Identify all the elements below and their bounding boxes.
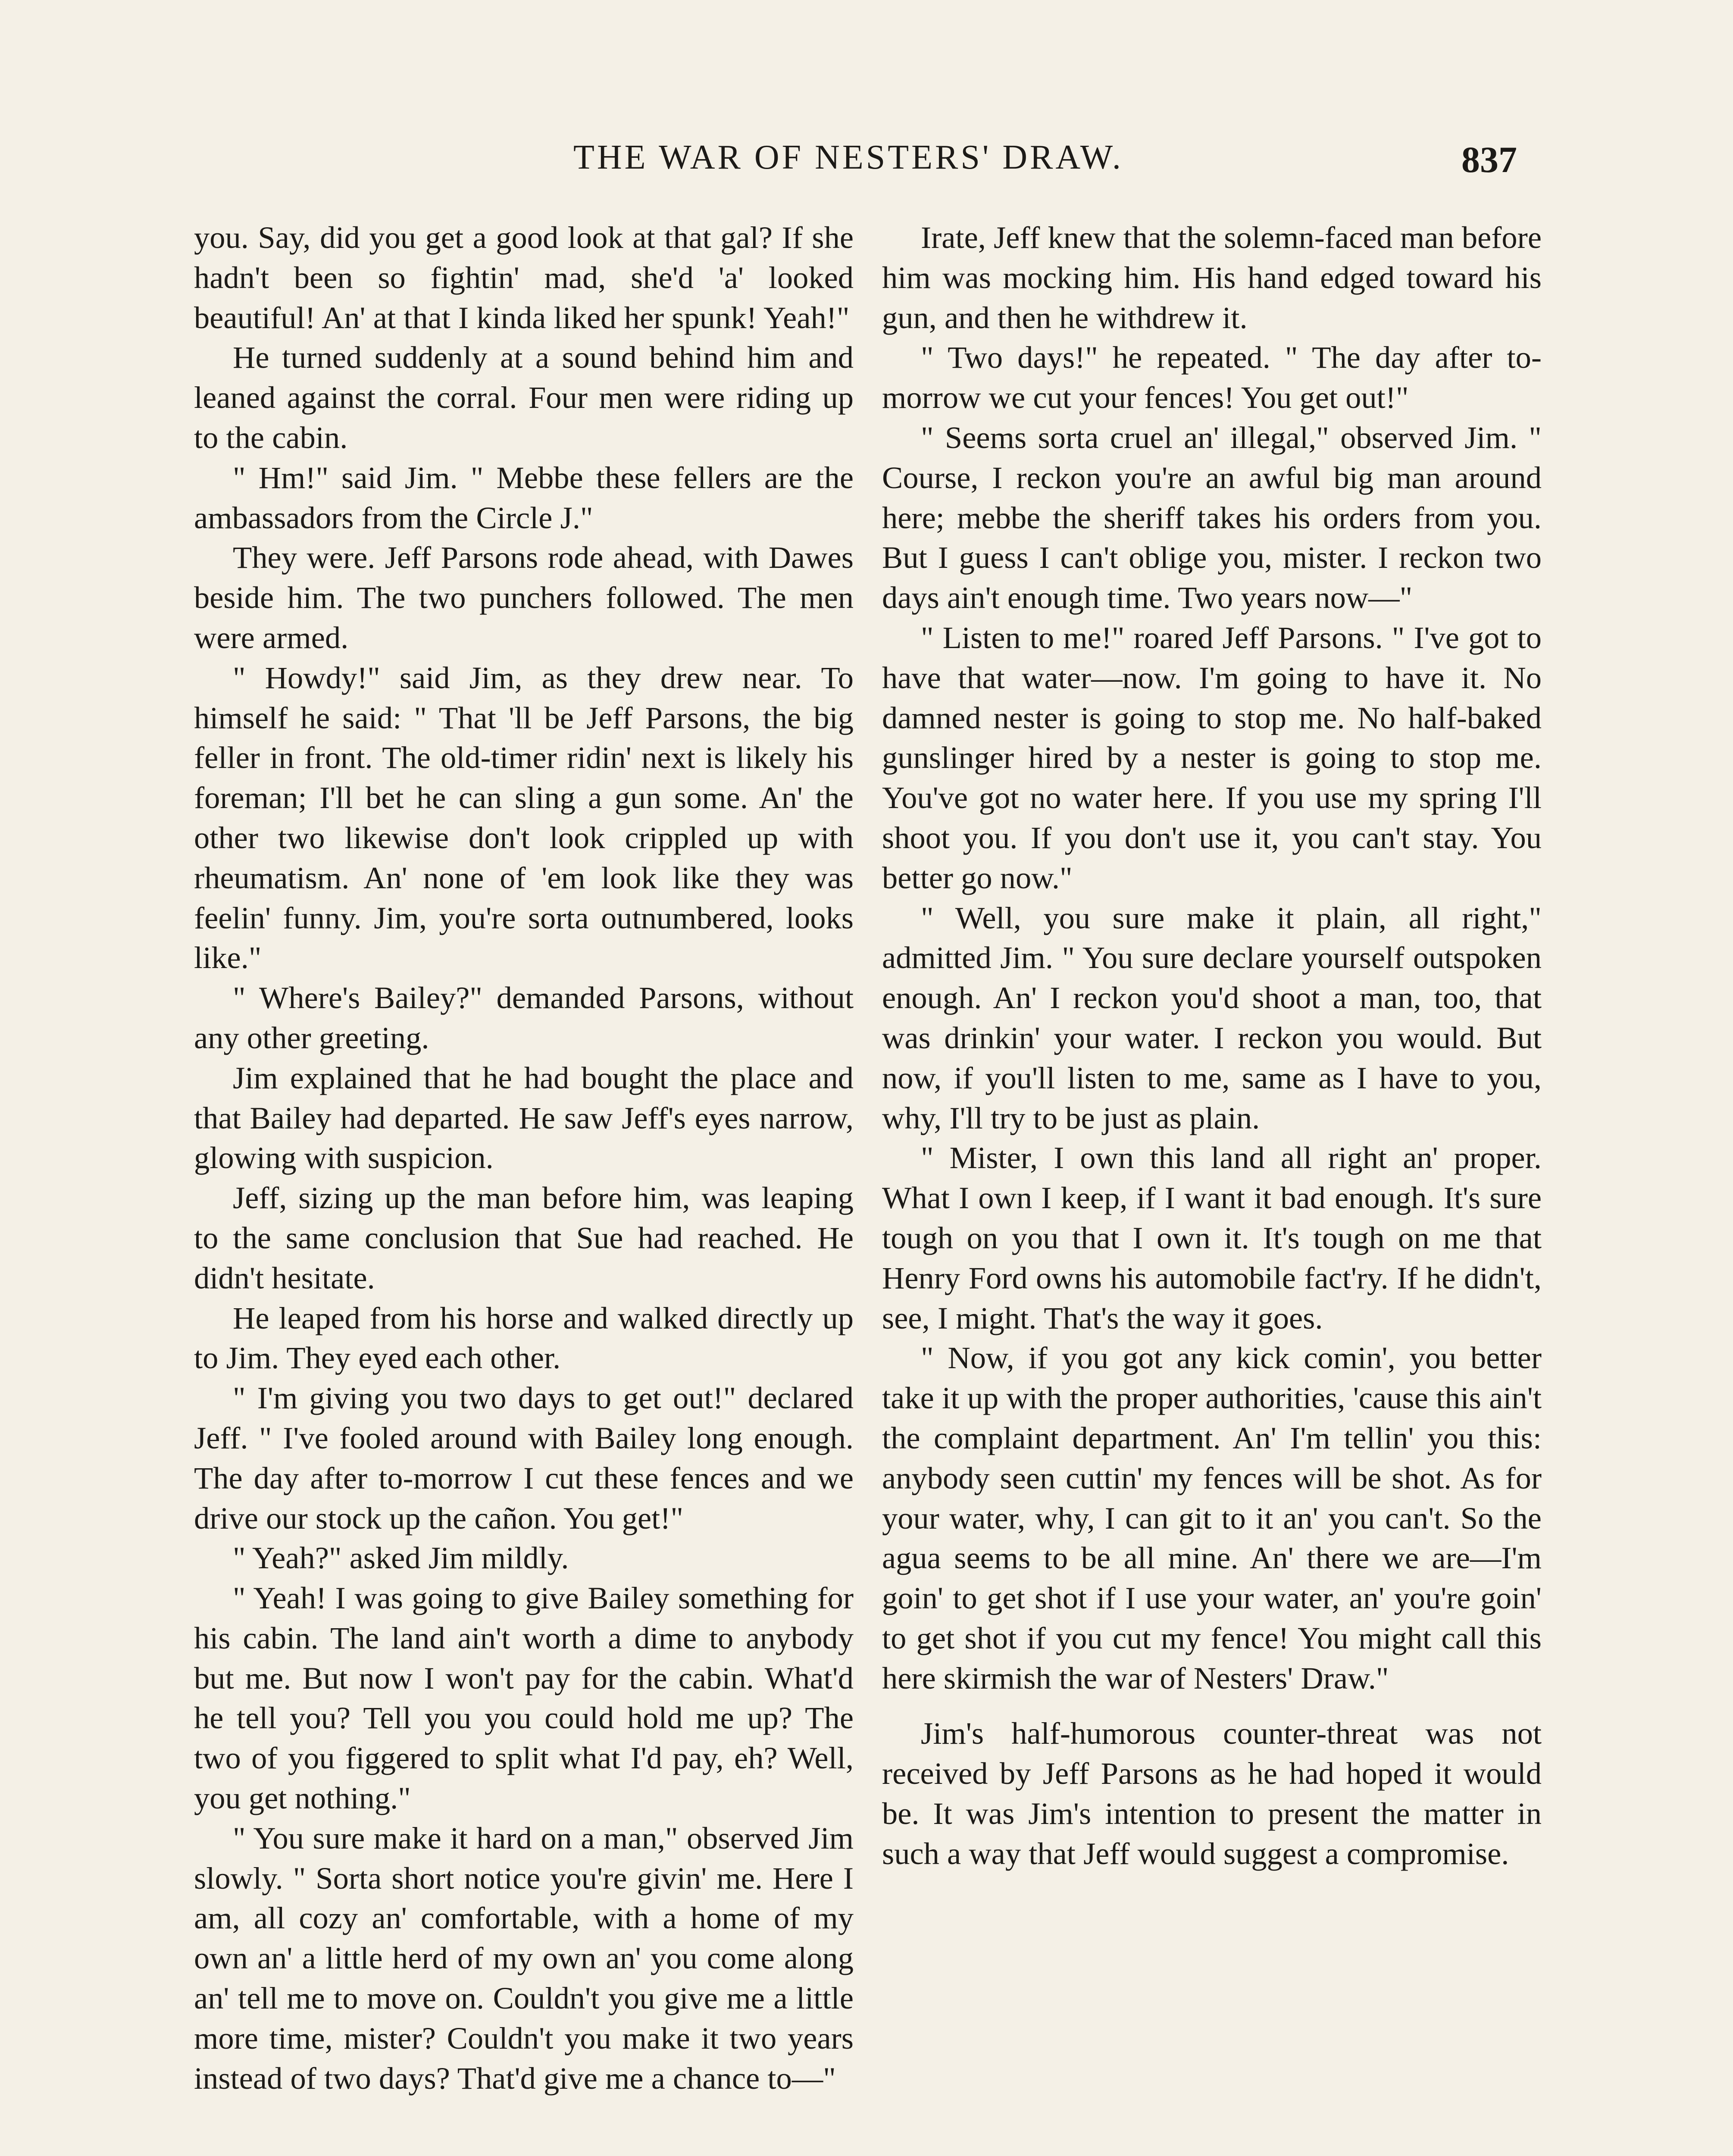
paragraph: " Yeah! I was going to give Bailey something for his cabin. The land ain't worth a dime to anybody but me. But now I won't pay for the cabin. What'd he tell you? Tell you you could hold me up? The two of you figgered to split what I'd pay, eh? Well, you get nothing.": [194, 1580, 854, 1816]
left-column: [194, 218, 854, 2098]
paragraph: " I'm giving you two days to get out!" declared Jeff. " I've fooled around with Bailey long enough. The day after to-morrow I cut these fences and we drive our stock up the cañon. You get!": [194, 1380, 854, 1536]
paragraph: " Hm!" said Jim. " Mebbe these fellers are the ambassadors from the Circle J.": [194, 460, 854, 535]
paragraph: " Mister, I own this land all right an' proper. What I own I keep, if I want it bad enough. It's sure tough on you that I own it. It's tough on me that Henry Ford owns his automobile fact'ry. If he didn't, see, I might. That's the way it goes.: [882, 1140, 1542, 1335]
paragraph: Jim explained that he had bought the place and that Bailey had departed. He saw Jeff's eyes narrow, glowing with suspicion.: [194, 1060, 854, 1175]
paragraph: He turned suddenly at a sound behind him and leaned against the corral. Four men were riding up to the cabin.: [194, 340, 854, 455]
paragraph: " Listen to me!" roared Jeff Parsons. " I've got to have that water—now. I'm going to have it. No damned nester is going to stop me. No half-baked gunslinger hired by a nester is going to stop me. You've got no water here. If you use my spring I'll shoot you. If you don't use it, you can't stay. You better go now.": [882, 620, 1542, 895]
paragraph: " Howdy!" said Jim, as they drew near. To himself he said: " That 'll be Jeff Parsons, the big feller in front. The old-timer ridin' next is likely his foreman; I'll bet he can sling a gun some. An' the other two likewise don't look crippled up with rheumatism. An' none of 'em look like they was feelin' funny. Jim, you're sorta outnumbered, looks like.": [194, 660, 854, 975]
paragraph: you. Say, did you get a good look at that gal? If she hadn't been so fightin' mad, she'd 'a' looked beautiful! An' at that I kinda liked her spunk! Yeah!": [194, 220, 854, 335]
paragraph: Jeff, sizing up the man before him, was leaping to the same conclusion that Sue had reached. He didn't hesitate.: [194, 1180, 854, 1295]
paragraph: Irate, Jeff knew that the solemn-faced man before him was mocking him. His hand edged toward his gun, and then he withdrew it.: [882, 220, 1542, 335]
paragraph: " Now, if you got any kick comin', you better take it up with the proper authorities, 'cause this ain't the complaint department. An' I'm tellin' you this: anybody seen cuttin' my fences will be shot. As for your water, why, I can git to it an' you can't. So the agua seems to be all mine. An' there we are—I'm goin' to get shot if I use your water, an' you're goin' to get shot if you cut my fence! You might call this here skirmish the war of Nesters' Draw.": [882, 1340, 1542, 1695]
paragraph: Jim's half-humorous counter-threat was not received by Jeff Parsons as he had hoped it would be. It was Jim's intention to present the matter in such a way that Jeff would suggest a compromise.: [882, 1716, 1542, 1871]
paragraph: " Seems sorta cruel an' illegal," observed Jim. " Course, I reckon you're an awful big man around here; mebbe the sheriff takes his orders from you. But I guess I can't oblige you, mister. I reckon two days ain't enough time. Two years now—": [882, 420, 1542, 615]
paragraph: They were. Jeff Parsons rode ahead, with Dawes beside him. The two punchers followed. The men were armed.: [194, 540, 854, 655]
right-column: [882, 218, 1542, 1874]
running-head: [0, 138, 1733, 185]
paragraph: " Two days!" he repeated. " The day after to-morrow we cut your fences! You get out!": [882, 340, 1542, 415]
paragraph: " You sure make it hard on a man," observed Jim slowly. " Sorta short notice you're givin' me. Here I am, all cozy an' comfortable, with a home of my own an' a little herd of my own an' you come along an' tell me to move on. Couldn't you give me a little more time, mister? Couldn't you make it two years instead of two days? That'd give me a chance to—": [194, 1820, 854, 2096]
running-title: THE WAR OF NESTERS' DRAW.: [573, 138, 1123, 176]
paragraph: " Yeah?" asked Jim mildly.: [233, 1540, 569, 1576]
paragraph: " Where's Bailey?" demanded Parsons, without any other greeting.: [194, 980, 854, 1055]
paragraph: " Well, you sure make it plain, all right," admitted Jim. " You sure declare yourself outspoken enough. An' I reckon you'd shoot a man, too, that was drinkin' your water. I reckon you would. But now, if you'll listen to me, same as I have to you, why, I'll try to be just as plain.: [882, 900, 1542, 1135]
page-number: 837: [1461, 139, 1517, 180]
paragraph: He leaped from his horse and walked directly up to Jim. They eyed each other.: [194, 1300, 854, 1376]
